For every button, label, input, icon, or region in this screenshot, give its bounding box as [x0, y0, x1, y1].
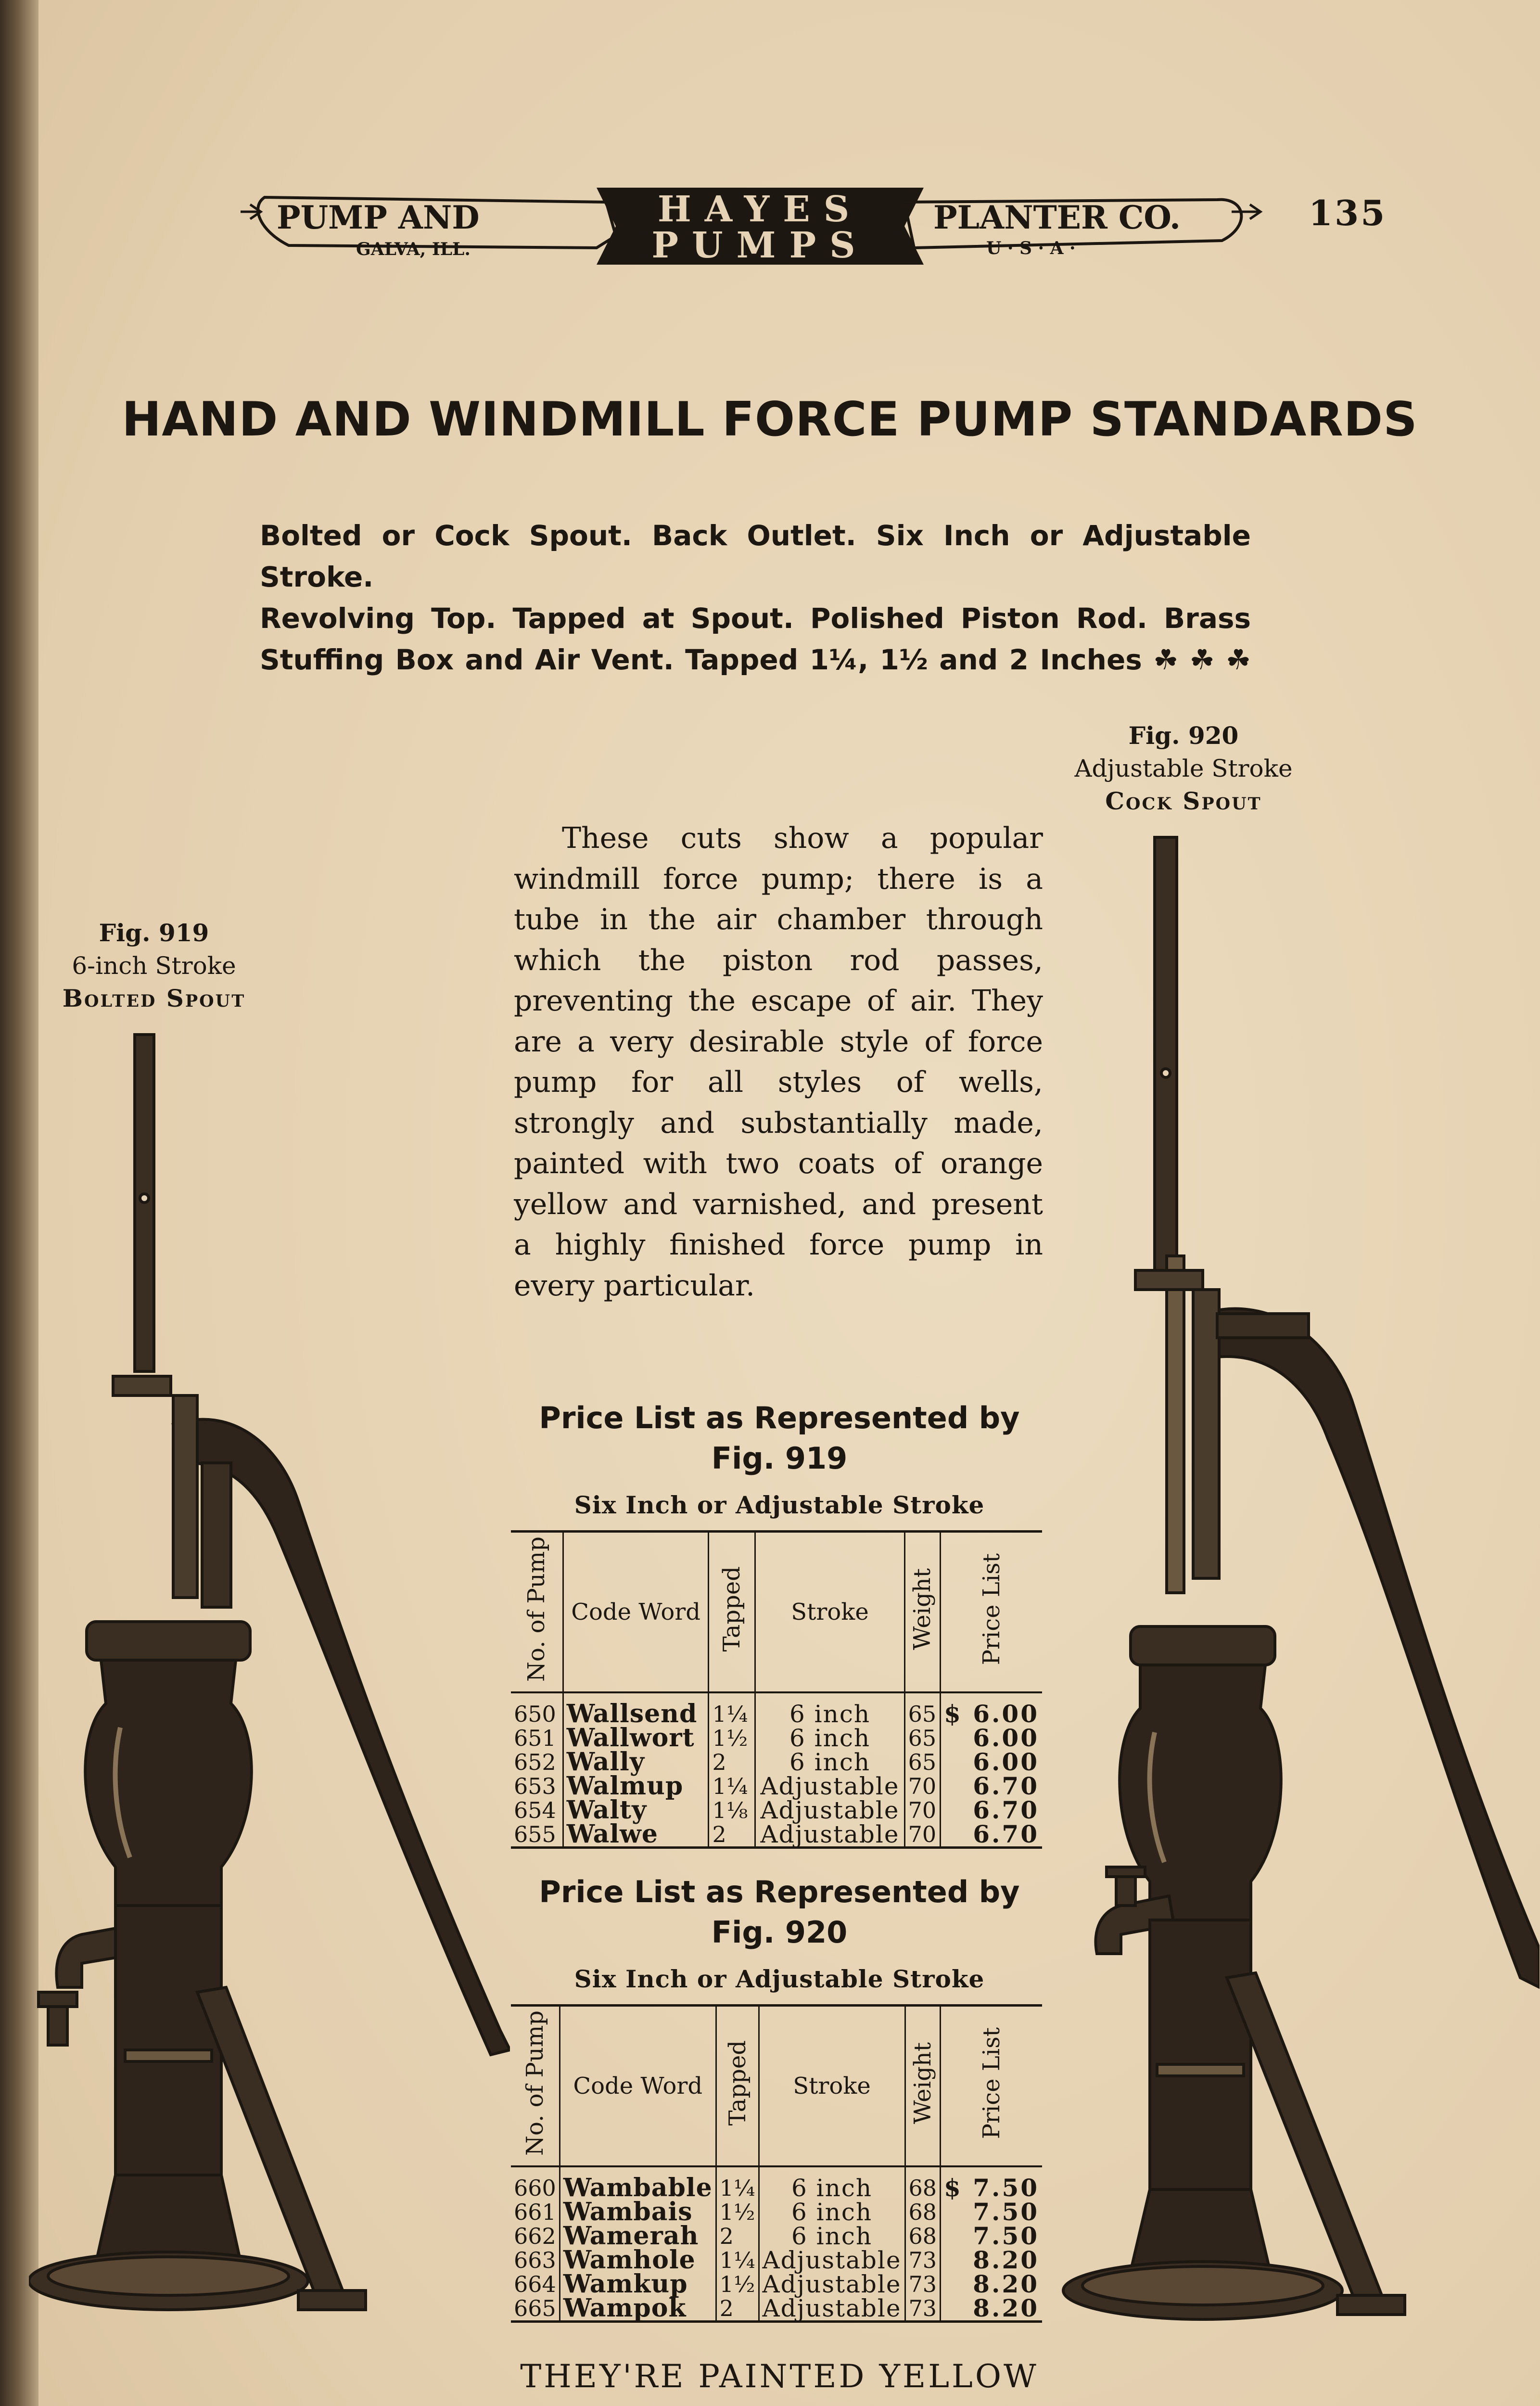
fig-920-stroke: Adjustable Stroke: [1074, 755, 1293, 782]
price-list-920-subtitle: Six Inch or Adjustable Stroke: [574, 1965, 985, 1993]
page-number: 135: [1309, 192, 1387, 233]
fig-919-label: Fig. 919: [99, 919, 209, 947]
price-list-920-header-row: [511, 2006, 1042, 2167]
page-title: HAND AND WINDMILL FORCE PUMP STANDARDS: [122, 392, 1418, 447]
price-list-919-title-line2: Fig. 919: [711, 1441, 848, 1476]
banner-left-sub: GALVA, ILL.: [356, 239, 471, 259]
price-list-919-title-line1: Price List as Represented by: [539, 1400, 1020, 1435]
price-list-920-title-line2: Fig. 920: [711, 1915, 848, 1950]
features-line-1: Bolted or Cock Spout. Back Outlet. Six Inch or Adjustable Stroke.: [260, 519, 1251, 593]
col-header-stroke: Stroke: [759, 2006, 905, 2167]
pump-illustration-fig-920: [1058, 832, 1540, 2348]
description-paragraph: These cuts show a popular windmill force pump; there is a tube in the air chamber through which the piston rod passes, preventing the escape of air. They are a very desirable style of force pump for all styles of wells, strongly and substantially made, painted with two coats of orange yellow and varnished, and present a highly finished force pump in every particular.: [514, 821, 1043, 1303]
banner-left-title: PUMP AND: [277, 199, 480, 236]
features-line-3: Stuffing Box and Air Vent. Tapped 1¼, 1½ and 2 Inches ☘ ☘ ☘: [260, 643, 1251, 676]
table-row: 654 Walty 1⅛ Adjustable 70 6.70: [511, 1798, 1042, 1822]
col-header-code: Code Word: [560, 2006, 716, 2167]
col-header-no: No. of Pump: [511, 2006, 560, 2167]
col-header-tapped: Tapped: [709, 1532, 755, 1693]
table-row: 661 Wambais 1½ 6 inch 68 7.50: [511, 2200, 1042, 2224]
price-list-919-title: [481, 1398, 1078, 1479]
table-row: 650 Wallsend 1¼ 6 inch 65 $ 6.00: [511, 1692, 1042, 1726]
banner-right-sub: U · S · A ·: [986, 238, 1076, 258]
col-header-no: No. of Pump: [511, 1532, 563, 1693]
table-row: 660 Wambable 1¼ 6 inch 68 $ 7.50: [511, 2166, 1042, 2200]
banner-ornament: [231, 178, 1270, 274]
table-row: 665 Wampok 2 Adjustable 73 8.20: [511, 2296, 1042, 2322]
col-header-weight: Weight: [905, 2006, 941, 2167]
fig-920-spout: Cock Spout: [1105, 787, 1262, 815]
fig-920-caption: [1039, 719, 1328, 818]
price-list-920-table: [511, 2004, 1042, 2323]
table-row: 663 Wamhole 1¼ Adjustable 73 8.20: [511, 2248, 1042, 2272]
price-list-920-title-line1: Price List as Represented by: [539, 1874, 1020, 1909]
table-row: 651 Wallwort 1½ 6 inch 65 6.00: [511, 1726, 1042, 1750]
table-row: 653 Walmup 1¼ Adjustable 70 6.70: [511, 1774, 1042, 1798]
col-header-stroke: Stroke: [755, 1532, 904, 1693]
features-line-2: Revolving Top. Tapped at Spout. Polished Piston Rod. Brass: [260, 602, 1251, 635]
table-row: 664 Wamkup 1½ Adjustable 73 8.20: [511, 2272, 1042, 2296]
price-list-919-table: [511, 1530, 1042, 1849]
fig-920-label: Fig. 920: [1128, 721, 1239, 750]
fig-919-spout: Bolted Spout: [62, 984, 246, 1012]
fig-919-stroke: 6-inch Stroke: [72, 952, 236, 980]
banner-right-title: PLANTER CO.: [933, 199, 1181, 236]
price-list-920-title: [481, 1872, 1078, 1953]
pump-illustration-fig-919: [29, 1030, 510, 2368]
features-paragraph: [260, 515, 1251, 680]
banner-center-bottom: PUMPS: [651, 225, 869, 266]
footer-slogan: THEY'RE PAINTED YELLOW: [520, 2358, 1039, 2395]
fig-919-caption: [38, 917, 269, 1015]
table-row: 655 Walwe 2 Adjustable 70 6.70: [511, 1822, 1042, 1848]
table-row: 662 Wamerah 2 6 inch 68 7.50: [511, 2224, 1042, 2248]
header-banner: [231, 178, 1270, 274]
price-list-919-subtitle: Six Inch or Adjustable Stroke: [574, 1491, 985, 1519]
col-header-price: Price List: [940, 1532, 1042, 1693]
price-list-919-header-row: [511, 1532, 1042, 1693]
col-header-price: Price List: [941, 2006, 1042, 2167]
banner-center-top: HAYES: [657, 189, 863, 230]
col-header-tapped: Tapped: [716, 2006, 759, 2167]
table-row: 652 Wally 2 6 inch 65 6.00: [511, 1750, 1042, 1774]
col-header-code: Code Word: [563, 1532, 709, 1693]
col-header-weight: Weight: [904, 1532, 940, 1693]
